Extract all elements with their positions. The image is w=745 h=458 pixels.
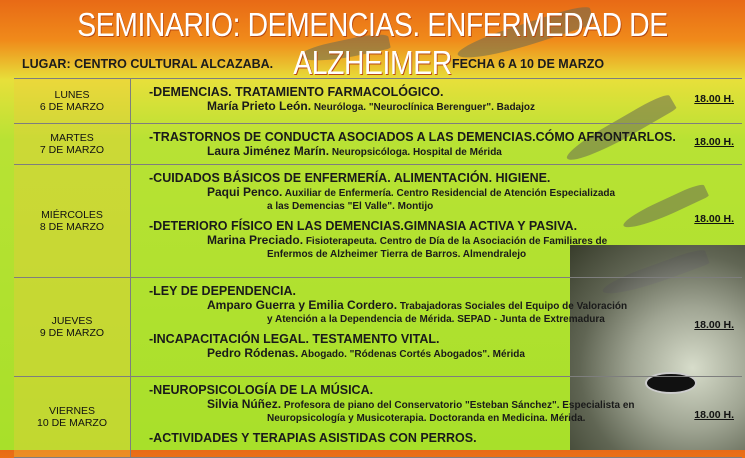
- speaker-line: [149, 234, 738, 261]
- talk-item: [149, 383, 738, 425]
- day-date: 10 DE MARZO: [36, 417, 107, 429]
- talk-title: -ACTIVIDADES Y TERAPIAS ASISTIDAS CON PERROS.: [149, 431, 477, 445]
- speaker-line: [149, 186, 738, 213]
- time-label: 18.00 H.: [694, 319, 734, 331]
- schedule-row: [14, 78, 742, 123]
- day-cell: [14, 79, 131, 123]
- speaker-line: [149, 299, 738, 326]
- speaker-name: Paqui Penco.: [207, 185, 283, 199]
- dates-label: FECHA 6 A 10 DE MARZO: [452, 57, 605, 71]
- speaker-description-continued: y Atención a la Dependencia de Mérida. SEPAD - Junta de Extremadura: [267, 314, 605, 325]
- time-label: 18.00 H.: [694, 213, 734, 225]
- day-cell: [14, 377, 131, 457]
- talk-title: -INCAPACITACIÓN LEGAL. TESTAMENTO VITAL.: [149, 332, 440, 346]
- speaker-name: María Prieto León.: [207, 99, 312, 113]
- schedule-row: [14, 123, 742, 164]
- day-name: MARTES: [50, 132, 94, 144]
- talks-cell: [131, 278, 742, 376]
- page-title: SEMINARIO: DEMENCIAS. ENFERMEDAD DE ALZHEIMER: [77, 6, 668, 81]
- speaker-name: Pedro Ródenas.: [207, 346, 299, 360]
- talk-item: [149, 130, 738, 159]
- talk-title: -CUIDADOS BÁSICOS DE ENFERMERÍA. ALIMENTACIÓN. HIGIENE.: [149, 171, 551, 185]
- talks-cell: [131, 165, 742, 277]
- speaker-line: [149, 145, 738, 159]
- speaker-name: Marina Preciado.: [207, 233, 304, 247]
- time-label: 18.00 H.: [694, 409, 734, 421]
- speaker-line: [149, 347, 738, 361]
- talks-cell: [131, 79, 742, 123]
- speaker-description: Neuropsicóloga. Hospital de Mérida: [331, 147, 502, 158]
- day-name: VIERNES: [48, 405, 96, 417]
- speaker-description-continued: Neuropsicología y Musicoterapia. Doctoranda en Medicina. Mérida.: [267, 413, 586, 424]
- speaker-description-continued: a las Demencias "El Valle". Montijo: [267, 201, 434, 212]
- speaker-name: Silvia Núñez.: [207, 397, 282, 411]
- day-cell: [14, 278, 131, 376]
- talk-item: [149, 431, 738, 446]
- day-date: 7 DE MARZO: [39, 144, 105, 156]
- talk-title: -TRASTORNOS DE CONDUCTA ASOCIADOS A LAS DEMENCIAS.CÓMO AFRONTARLOS.: [149, 130, 676, 144]
- speaker-description: Trabajadoras Sociales del Equipo de Valoración: [399, 301, 628, 312]
- schedule-row: [14, 164, 742, 277]
- time-label: 18.00 H.: [694, 136, 734, 148]
- day-cell: [14, 124, 131, 164]
- day-date: 6 DE MARZO: [39, 101, 105, 113]
- talk-item: [149, 219, 738, 261]
- location-label: LUGAR: CENTRO CULTURAL ALCAZABA.: [22, 57, 274, 71]
- speaker-line: [149, 398, 738, 425]
- speaker-description: Abogado. "Ródenas Cortés Abogados". Mérida: [300, 349, 525, 360]
- talk-title: -NEUROPSICOLOGÍA DE LA MÚSICA.: [149, 383, 374, 397]
- schedule-row: [14, 376, 742, 458]
- speaker-name: Laura Jiménez Marín.: [207, 144, 330, 158]
- speaker-description: Neuróloga. "Neuroclínica Berenguer". Badajoz: [313, 102, 536, 113]
- talk-item: [149, 85, 738, 114]
- talk-item: [149, 332, 738, 361]
- speaker-description: Fisioterapeuta. Centro de Día de la Asociación de Familiares de: [305, 236, 608, 247]
- day-date: 8 DE MARZO: [39, 221, 105, 233]
- speaker-description: Profesora de piano del Conservatorio "Esteban Sánchez". Especialista en: [283, 400, 635, 411]
- day-cell: [14, 165, 131, 277]
- day-name: JUEVES: [51, 315, 93, 327]
- schedule-row: [14, 277, 742, 376]
- schedule-table: [14, 78, 742, 458]
- talk-item: [149, 171, 738, 213]
- talk-title: -DETERIORO FÍSICO EN LAS DEMENCIAS.GIMNASIA ACTIVA Y PASIVA.: [149, 219, 578, 233]
- talk-item: [149, 284, 738, 326]
- talks-cell: [131, 124, 742, 164]
- day-name: MIÉRCOLES: [41, 209, 103, 221]
- speaker-description: Auxiliar de Enfermería. Centro Residencial de Atención Especializada: [284, 188, 616, 199]
- talk-title: -DEMENCIAS. TRATAMIENTO FARMACOLÓGICO.: [149, 85, 444, 99]
- talks-cell: [131, 377, 742, 457]
- speaker-line: [149, 100, 738, 114]
- day-date: 9 DE MARZO: [39, 327, 105, 339]
- speaker-name: Amparo Guerra y Emilia Cordero.: [207, 298, 398, 312]
- speaker-description-continued: Enfermos de Alzheimer Tierra de Barros. Almendralejo: [267, 249, 527, 260]
- day-name: LUNES: [54, 89, 90, 101]
- time-label: 18.00 H.: [694, 93, 734, 105]
- talk-title: -LEY DE DEPENDENCIA.: [149, 284, 297, 298]
